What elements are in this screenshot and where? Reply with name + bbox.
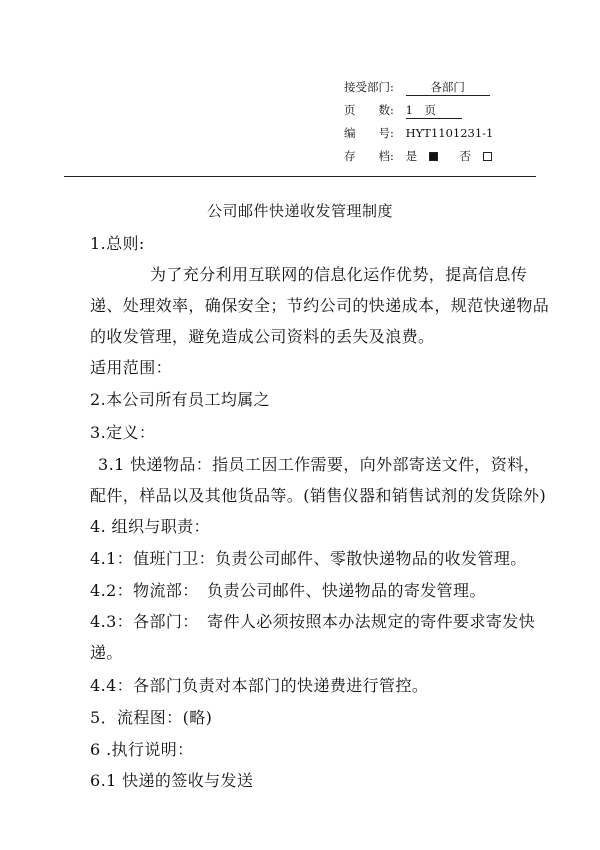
section-2-text: 2.本公司所有员工均属之 bbox=[90, 390, 271, 409]
archive-yes-label: 是 bbox=[405, 149, 418, 163]
section-4-heading: 4. 组织与职责： bbox=[90, 517, 210, 536]
document-header bbox=[344, 76, 584, 168]
duty-4-3: 4.3：各部门： 寄件人必须按照本办法规定的寄件要求寄发快 bbox=[90, 612, 536, 631]
section-6-1-heading: 6.1 快递的签收与发送 bbox=[90, 771, 254, 790]
definition-3-1-line: 配件，样品以及其他货品等。(销售仪器和销售试剂的发货除外) bbox=[90, 486, 547, 505]
scope-heading: 适用范围： bbox=[90, 358, 173, 377]
number-value: HYT1101231-1 bbox=[405, 126, 494, 140]
section-3-heading: 3.定义： bbox=[90, 423, 156, 442]
header-row-dept bbox=[344, 76, 584, 99]
paragraph-line: 递、处理效率，确保安全；节约公司的快递成本，规范快递物品 bbox=[90, 296, 550, 315]
archive-label: 存 档: bbox=[344, 149, 394, 163]
paragraph-line: 的收发管理，避免造成公司资料的丢失及浪费。 bbox=[90, 327, 435, 346]
header-row-archive bbox=[344, 145, 584, 168]
dept-value: 各部门 bbox=[406, 81, 490, 96]
section-6-heading: 6 .执行说明： bbox=[90, 740, 194, 759]
pages-value: 1 页 bbox=[406, 104, 462, 119]
section-5-heading: 5．流程图：(略) bbox=[90, 708, 213, 727]
archive-yes-checkbox[interactable] bbox=[429, 152, 438, 161]
definition-3-1-line: 3.1 快递物品：指员工因工作需要，向外部寄送文件，资料， bbox=[98, 455, 541, 474]
header-row-number bbox=[344, 122, 584, 145]
header-divider bbox=[64, 176, 536, 177]
duty-4-1: 4.1：值班门卫：负责公司邮件、零散快递物品的收发管理。 bbox=[90, 549, 527, 568]
archive-no-checkbox[interactable] bbox=[483, 152, 492, 161]
header-row-pages bbox=[344, 99, 584, 122]
duty-4-3-continued: 递。 bbox=[90, 643, 123, 662]
duty-4-4: 4.4：各部门负责对本部门的快递费进行管控。 bbox=[90, 676, 429, 695]
document-title: 公司邮件快递收发管理制度 bbox=[206, 202, 393, 220]
dept-label: 接受部门: bbox=[344, 80, 394, 94]
archive-no-label: 否 bbox=[459, 149, 471, 163]
duty-4-2: 4.2：物流部： 负责公司邮件、快递物品的寄发管理。 bbox=[90, 581, 486, 600]
number-label: 编 号: bbox=[344, 126, 394, 140]
paragraph-line: 为了充分利用互联网的信息化运作优势，提高信息传 bbox=[150, 265, 528, 284]
pages-label: 页 数: bbox=[344, 103, 394, 117]
section-1-heading: 1.总则: bbox=[90, 234, 145, 253]
